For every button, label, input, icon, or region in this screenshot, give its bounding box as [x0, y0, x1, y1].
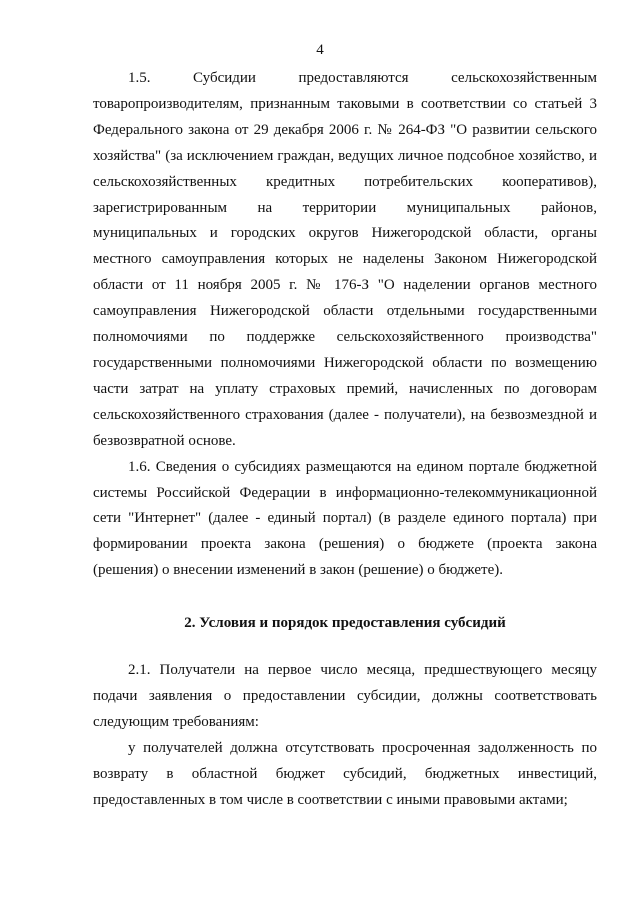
section-heading: 2. Условия и порядок предоставления субсидий — [184, 615, 506, 632]
document-body — [93, 66, 597, 813]
paragraph-1-5: 1.5. Субсидии предоставляются сельскохозяйственным товаропроизводителям, признанным таковыми в соответствии со статьей 3 Федерального закона от 29 декабря 2006 г. № 264-ФЗ "О развитии сельского хозяйства" (за исключением граждан, ведущих личное подсобное хозяйство, и сельскохозяйственных кредитных потребительских кооперативов), зарегистрированным на территории муниципальных районов, муниципальных и городских округов Нижегородской области, органы местного самоуправления которых не наделены Законом Нижегородской области от 11 ноября 2005 г. № 176-З "О наделении органов местного самоуправления Нижегородской области отдельными государственными полномочиями по поддержке сельскохозяйственного производства" государственными полномочиями Нижегородской области по возмещению части затрат на уплату страховых премий, начисленных по договорам сельскохозяйственного страхования (далее - получатели), на безвозмездной и безвозвратной основе. — [93, 70, 597, 449]
paragraph-requirement: у получателей должна отсутствовать просроченная задолженность по возврату в областной бюджет субсидий, бюджетных инвестиций, предоставленных в том числе в соответствии с иными правовыми актами; — [93, 739, 597, 808]
paragraph-2-1: 2.1. Получатели на первое число месяца, предшествующего месяцу подачи заявления о предоставлении субсидии, должны соответствовать следующим требованиям: — [93, 662, 597, 730]
paragraph-1-6: 1.6. Сведения о субсидиях размещаются на едином портале бюджетной системы Российской Федерации в информационно-телекоммуникационной сети "Интернет" (далее - единый портал) (в разделе единого портала) при формировании проекта закона (решения) о бюджете (проекта закона (решения) о внесении изменений в закон (решение) о бюджете). — [93, 458, 597, 579]
page-number: 4 — [316, 42, 324, 58]
